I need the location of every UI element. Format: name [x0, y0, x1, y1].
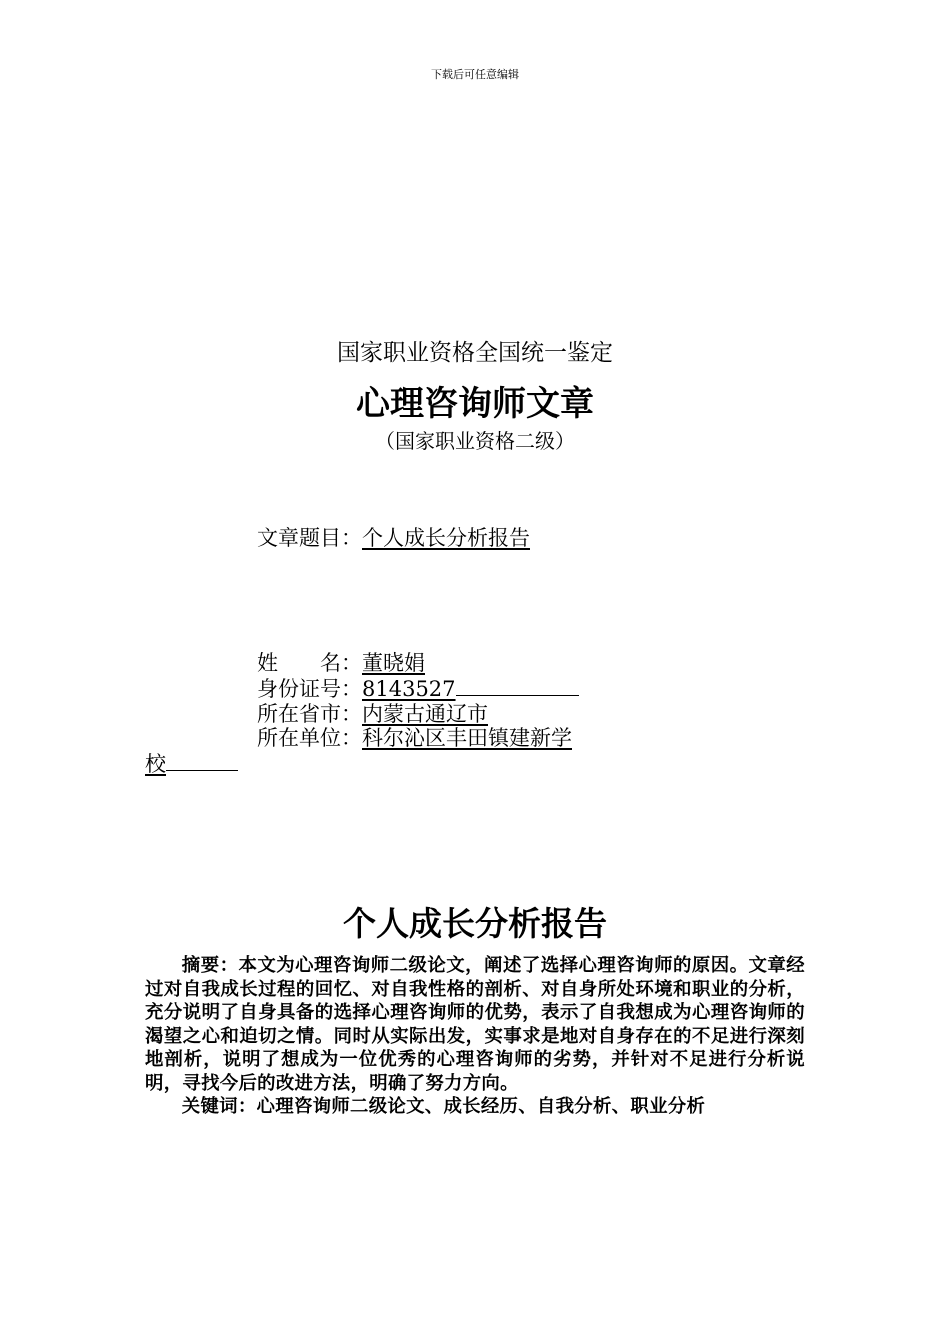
unit-field-continued — [145, 748, 238, 778]
topic-field — [257, 522, 530, 552]
unit-label: 所在单位： — [257, 726, 362, 750]
name-value: 董晓娟 — [362, 651, 425, 675]
qualification-level: （国家职业资格二级） — [375, 429, 575, 453]
unit-value: 科尔沁区丰田镇建新学 — [362, 726, 572, 750]
province-label: 所在省市： — [257, 702, 362, 726]
topic-label: 文章题目： — [257, 526, 362, 550]
certification-line: 国家职业资格全国统一鉴定 — [337, 340, 613, 366]
name-label: 姓 名： — [257, 651, 362, 675]
id-label: 身份证号： — [257, 677, 362, 701]
abstract-paragraph: 摘要：本文为心理咨询师二级论文，阐述了选择心理咨询师的原因。文章经过对自我成长过程的回忆、对自我性格的剖析、对自身所处环境和职业的分析，充分说明了自身具备的选择心理咨询师的优势，表示了自我想成为心理咨询师的渴望之心和迫切之情。同时从实际出发，实事求是地对自身存在的不足进行深刻地剖析，说明了想成为一位优秀的心理咨询师的劣势，并针对不足进行分析说明，寻找今后的改进方法，明确了努力方向。 — [145, 955, 805, 1094]
topic-value: 个人成长分析报告 — [362, 526, 530, 550]
report-title: 个人成长分析报告 — [343, 904, 607, 943]
id-blank-line — [456, 694, 579, 696]
keywords-paragraph: 关键词：心理咨询师二级论文、成长经历、自我分析、职业分析 — [181, 1096, 706, 1117]
abstract-block — [145, 954, 805, 1119]
province-value: 内蒙古通辽市 — [362, 702, 488, 726]
document-title: 心理咨询师文章 — [356, 384, 594, 424]
id-value: 8143527 — [362, 677, 456, 701]
unit-blank-line — [166, 769, 238, 771]
unit-value-continued: 校 — [145, 752, 166, 776]
unit-field — [257, 722, 572, 752]
header-note: 下载后可任意编辑 — [431, 68, 519, 81]
